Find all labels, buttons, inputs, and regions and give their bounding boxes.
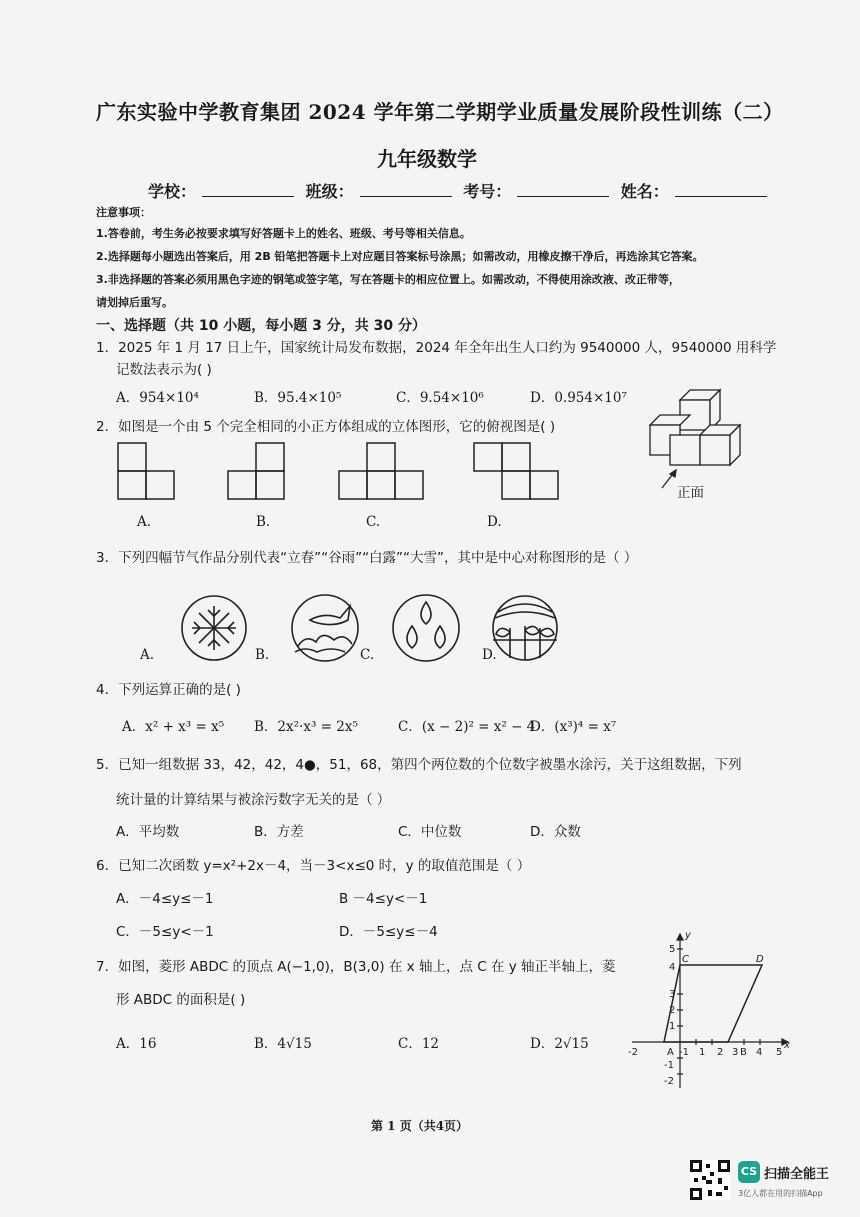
q3-option-d-sprouts bbox=[493, 596, 557, 660]
x-tick-label: -1 bbox=[679, 1047, 689, 1058]
camscanner-logo-icon: CS bbox=[738, 1161, 760, 1183]
q4-option-b: B．2x²·x³ = 2x⁵ bbox=[254, 719, 358, 735]
section-heading: 一、选择题（共 10 小题，每小题 3 分，共 30 分） bbox=[96, 318, 426, 334]
q2-options-figures bbox=[110, 438, 590, 504]
watermark-tagline: 3亿人都在用的扫描App bbox=[738, 1189, 823, 1198]
q4-option-a: A．x² + x³ = x⁵ bbox=[122, 719, 225, 735]
y-tick-label: 1 bbox=[669, 1021, 676, 1032]
q2-label-c: C. bbox=[366, 514, 381, 530]
q5-option-b: B．方差 bbox=[254, 824, 304, 840]
x-tick-label: 1 bbox=[699, 1047, 706, 1058]
q1-option-a: A．954×10⁴ bbox=[116, 390, 199, 406]
watermark-name: 扫描全能王 bbox=[764, 1167, 830, 1182]
q4-option-d: D．(x³)⁴ = x⁷ bbox=[530, 719, 617, 735]
x-axis-label: x bbox=[784, 1040, 790, 1051]
q5-option-a: A．平均数 bbox=[116, 824, 180, 840]
exam-title: 广东实验中学教育集团 2024 学年第二学期学业质量发展阶段性训练（二） bbox=[96, 100, 784, 124]
q3-option-a-snowflake bbox=[182, 596, 246, 660]
y-tick-label: 4 bbox=[669, 962, 676, 973]
q1-option-b: B．95.4×10⁵ bbox=[254, 390, 342, 406]
q1-option-d: D．0.954×10⁷ bbox=[530, 390, 627, 406]
y-tick-label: 2 bbox=[669, 1005, 676, 1016]
q6-option-b: B －4≤y<－1 bbox=[339, 891, 428, 907]
q2-option-c-figure bbox=[339, 443, 423, 499]
question-1-line1: 1．2025 年 1 月 17 日上午，国家统计局发布数据，2024 年全年出生人口约为 9540000 人，9540000 用科学 bbox=[96, 340, 777, 356]
note-item: 请划掉后重写。 bbox=[96, 296, 173, 309]
q6-option-a: A．－4≤y≤－1 bbox=[116, 891, 214, 907]
question-6: 6．已知二次函数 y=x²+2x－4，当－3<x≤0 时，y 的取值范围是（ ） bbox=[96, 858, 531, 874]
q7-option-c: C．12 bbox=[398, 1036, 440, 1052]
question-3: 3．下列四幅节气作品分别代表“立春”“谷雨”“白露”“大雪”，其中是中心对称图形的是（ ） bbox=[96, 550, 638, 566]
class-blank bbox=[360, 182, 452, 197]
id-blank bbox=[517, 182, 609, 197]
question-1-line2: 记数法表示为( ) bbox=[116, 362, 212, 378]
x-tick-label: 3 bbox=[732, 1047, 739, 1058]
name-blank bbox=[675, 182, 767, 197]
q4-option-c: C．(x − 2)² = x² − 4 bbox=[398, 719, 536, 735]
question-5-line2: 统计量的计算结果与被涂污数字无关的是（ ） bbox=[116, 792, 391, 808]
qr-code-icon bbox=[690, 1160, 730, 1200]
q5-option-d: D．众数 bbox=[530, 824, 581, 840]
y-tick-label: 3 bbox=[669, 989, 676, 1000]
q7-option-b: B．4√15 bbox=[254, 1036, 312, 1052]
front-label: 正面 bbox=[677, 485, 704, 501]
q7-option-a: A．16 bbox=[116, 1036, 157, 1052]
q2-option-a-figure bbox=[118, 443, 174, 499]
q6-option-d: D．－5≤y≤－4 bbox=[339, 924, 438, 940]
q3-label-a: A. bbox=[140, 647, 155, 663]
q2-option-d-figure bbox=[474, 443, 558, 499]
y-tick-label: -2 bbox=[664, 1076, 674, 1087]
q5-option-c: C．中位数 bbox=[398, 824, 462, 840]
point-d-label: D bbox=[756, 954, 764, 965]
q3-option-b-clouds bbox=[292, 595, 358, 661]
page-footer: 第 1 页（共4页） bbox=[371, 1119, 469, 1133]
y-tick-label: -1 bbox=[664, 1060, 674, 1071]
notes-heading: 注意事项： bbox=[96, 206, 151, 219]
school-blank bbox=[202, 182, 294, 197]
q3-option-c-droplets bbox=[393, 595, 459, 661]
q3-label-b: B. bbox=[255, 647, 270, 663]
school-label: 学校： bbox=[148, 182, 197, 201]
x-tick-label: 4 bbox=[756, 1047, 763, 1058]
rhombus-abdc bbox=[664, 965, 762, 1042]
id-label: 考号： bbox=[463, 182, 512, 201]
question-5-line1: 5．已知一组数据 33，42，42，4●，51，68，第四个两位数的个位数字被墨水涂污，关于这组数据，下列 bbox=[96, 757, 742, 773]
info-fields bbox=[148, 179, 773, 202]
question-7-line2: 形 ABDC 的面积是( ) bbox=[116, 992, 246, 1008]
x-tick-label: -2 bbox=[628, 1047, 638, 1058]
q6-option-c: C．－5≤y<－1 bbox=[116, 924, 214, 940]
question-2: 2．如图是一个由 5 个完全相同的小正方体组成的立体图形，它的俯视图是( ) bbox=[96, 419, 556, 435]
y-tick-label: 5 bbox=[669, 944, 676, 955]
note-item: 1.答卷前，考生务必按要求填写好答题卡上的姓名、班级、考号等相关信息。 bbox=[96, 227, 471, 240]
q7-rhombus-graph bbox=[624, 928, 794, 1098]
exam-subtitle: 九年级数学 bbox=[377, 147, 477, 171]
note-item: 2.选择题每小题选出答案后，用 2B 铅笔把答题卡上对应题目答案标号涂黑；如需改动，用橡皮擦干净后，再选涂其它答案。 bbox=[96, 250, 704, 263]
question-4: 4．下列运算正确的是( ) bbox=[96, 682, 241, 698]
q2-label-d: D. bbox=[487, 514, 502, 530]
note-item: 3.非选择题的答案必须用黑色字迹的钢笔或签字笔，写在答题卡的相应位置上。如需改动，不得使用涂改液、改正带等， bbox=[96, 273, 680, 286]
q1-option-c: C．9.54×10⁶ bbox=[396, 390, 484, 406]
q2-label-b: B. bbox=[256, 514, 271, 530]
x-tick-label: 2 bbox=[717, 1047, 724, 1058]
point-b-label: B bbox=[740, 1047, 747, 1058]
y-axis-label: y bbox=[685, 930, 691, 941]
name-label: 姓名： bbox=[620, 182, 669, 201]
q7-option-d: D．2√15 bbox=[530, 1036, 589, 1052]
point-a-label: A bbox=[667, 1047, 674, 1058]
class-label: 班级： bbox=[305, 182, 354, 201]
x-tick-label: 5 bbox=[776, 1047, 783, 1058]
q2-label-a: A. bbox=[137, 514, 152, 530]
point-c-label: C bbox=[682, 954, 689, 965]
q3-label-d: D. bbox=[482, 647, 497, 663]
q3-label-c: C. bbox=[360, 647, 375, 663]
question-7-line1: 7．如图，菱形 ABDC 的顶点 A(−1,0)，B(3,0) 在 x 轴上，点 C 在 y 轴正半轴上，菱 bbox=[96, 959, 616, 975]
q2-option-b-figure bbox=[228, 443, 284, 499]
